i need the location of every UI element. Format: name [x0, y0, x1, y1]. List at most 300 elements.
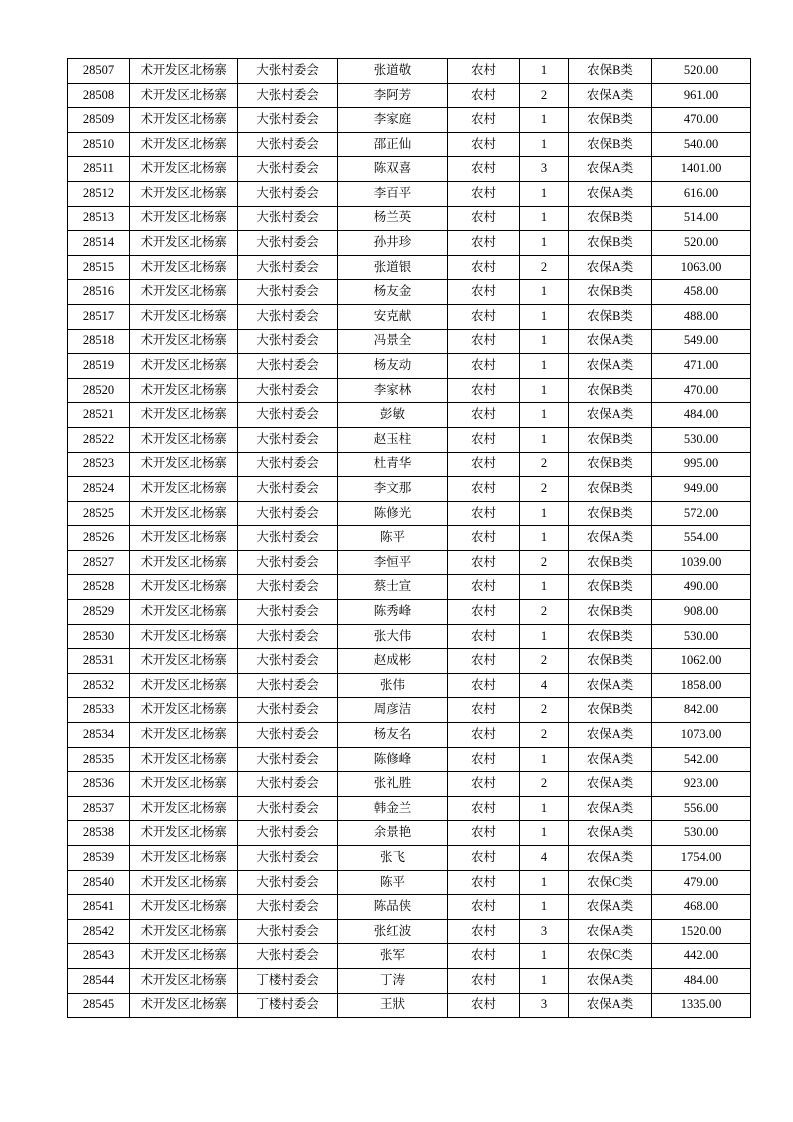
cell-town: 术开发区北杨寨: [130, 181, 238, 206]
cell-amount: 1073.00: [652, 723, 751, 748]
cell-people: 1: [520, 231, 569, 256]
table-row: [68, 231, 751, 256]
cell-people: 1: [520, 181, 569, 206]
cell-id: 28525: [68, 501, 130, 526]
cell-household-type: 农村: [448, 477, 520, 502]
cell-id: 28512: [68, 181, 130, 206]
cell-town: 术开发区北杨寨: [130, 846, 238, 871]
cell-people: 1: [520, 796, 569, 821]
cell-household-type: 农村: [448, 870, 520, 895]
cell-id: 28510: [68, 132, 130, 157]
cell-village: 大张村委会: [238, 944, 338, 969]
cell-id: 28515: [68, 255, 130, 280]
cell-name: 丁涛: [338, 968, 448, 993]
cell-name: 李文那: [338, 477, 448, 502]
cell-name: 李阿芳: [338, 83, 448, 108]
cell-village: 大张村委会: [238, 870, 338, 895]
cell-village: 大张村委会: [238, 255, 338, 280]
cell-village: 大张村委会: [238, 747, 338, 772]
cell-category: 农保B类: [569, 477, 652, 502]
table-row: [68, 624, 751, 649]
table-row: [68, 206, 751, 231]
table-body: [68, 59, 751, 1018]
table-row: [68, 255, 751, 280]
cell-amount: 442.00: [652, 944, 751, 969]
cell-household-type: 农村: [448, 575, 520, 600]
cell-household-type: 农村: [448, 206, 520, 231]
cell-household-type: 农村: [448, 895, 520, 920]
cell-name: 李恒平: [338, 550, 448, 575]
cell-village: 大张村委会: [238, 452, 338, 477]
cell-people: 4: [520, 673, 569, 698]
cell-amount: 530.00: [652, 427, 751, 452]
cell-id: 28529: [68, 600, 130, 625]
cell-name: 冯景全: [338, 329, 448, 354]
cell-id: 28514: [68, 231, 130, 256]
cell-id: 28520: [68, 378, 130, 403]
cell-name: 陈双喜: [338, 157, 448, 182]
cell-people: 3: [520, 919, 569, 944]
cell-name: 李家庭: [338, 108, 448, 133]
cell-name: 张道银: [338, 255, 448, 280]
cell-category: 农保B类: [569, 132, 652, 157]
cell-category: 农保A类: [569, 673, 652, 698]
cell-household-type: 农村: [448, 83, 520, 108]
cell-people: 2: [520, 600, 569, 625]
cell-id: 28526: [68, 526, 130, 551]
cell-household-type: 农村: [448, 255, 520, 280]
cell-id: 28542: [68, 919, 130, 944]
cell-village: 大张村委会: [238, 846, 338, 871]
cell-name: 陈秀峰: [338, 600, 448, 625]
cell-village: 大张村委会: [238, 550, 338, 575]
cell-town: 术开发区北杨寨: [130, 477, 238, 502]
cell-category: 农保C类: [569, 870, 652, 895]
cell-id: 28544: [68, 968, 130, 993]
table-row: [68, 723, 751, 748]
cell-amount: 484.00: [652, 968, 751, 993]
cell-amount: 470.00: [652, 378, 751, 403]
cell-household-type: 农村: [448, 132, 520, 157]
table-row: [68, 403, 751, 428]
cell-category: 农保A类: [569, 895, 652, 920]
cell-id: 28534: [68, 723, 130, 748]
cell-category: 农保A类: [569, 821, 652, 846]
cell-village: 大张村委会: [238, 895, 338, 920]
cell-category: 农保A类: [569, 747, 652, 772]
cell-town: 术开发区北杨寨: [130, 108, 238, 133]
cell-category: 农保A类: [569, 968, 652, 993]
cell-category: 农保B类: [569, 231, 652, 256]
table-row: [68, 329, 751, 354]
cell-household-type: 农村: [448, 403, 520, 428]
cell-people: 1: [520, 403, 569, 428]
cell-town: 术开发区北杨寨: [130, 624, 238, 649]
cell-town: 术开发区北杨寨: [130, 649, 238, 674]
cell-people: 1: [520, 624, 569, 649]
cell-town: 术开发区北杨寨: [130, 600, 238, 625]
cell-amount: 530.00: [652, 624, 751, 649]
cell-people: 1: [520, 329, 569, 354]
cell-name: 杨友名: [338, 723, 448, 748]
cell-name: 赵玉柱: [338, 427, 448, 452]
table-row: [68, 944, 751, 969]
cell-category: 农保A类: [569, 354, 652, 379]
cell-village: 大张村委会: [238, 501, 338, 526]
cell-town: 术开发区北杨寨: [130, 329, 238, 354]
table-row: [68, 698, 751, 723]
cell-amount: 961.00: [652, 83, 751, 108]
cell-id: 28545: [68, 993, 130, 1018]
cell-town: 术开发区北杨寨: [130, 993, 238, 1018]
cell-category: 农保A类: [569, 181, 652, 206]
cell-household-type: 农村: [448, 108, 520, 133]
cell-household-type: 农村: [448, 821, 520, 846]
table-row: [68, 501, 751, 526]
cell-town: 术开发区北杨寨: [130, 231, 238, 256]
cell-name: 杨兰英: [338, 206, 448, 231]
cell-town: 术开发区北杨寨: [130, 304, 238, 329]
cell-people: 1: [520, 821, 569, 846]
cell-id: 28517: [68, 304, 130, 329]
cell-category: 农保B类: [569, 575, 652, 600]
cell-people: 1: [520, 895, 569, 920]
cell-village: 大张村委会: [238, 698, 338, 723]
cell-town: 术开发区北杨寨: [130, 747, 238, 772]
cell-id: 28530: [68, 624, 130, 649]
cell-village: 大张村委会: [238, 231, 338, 256]
cell-category: 农保A类: [569, 796, 652, 821]
table-row: [68, 132, 751, 157]
cell-village: 丁楼村委会: [238, 968, 338, 993]
table-row: [68, 968, 751, 993]
cell-name: 李家林: [338, 378, 448, 403]
cell-amount: 484.00: [652, 403, 751, 428]
cell-people: 3: [520, 157, 569, 182]
cell-people: 1: [520, 944, 569, 969]
cell-household-type: 农村: [448, 649, 520, 674]
cell-people: 2: [520, 649, 569, 674]
cell-id: 28509: [68, 108, 130, 133]
cell-household-type: 农村: [448, 329, 520, 354]
cell-name: 彭敏: [338, 403, 448, 428]
subsidy-table: [67, 58, 751, 1018]
cell-category: 农保B类: [569, 550, 652, 575]
cell-category: 农保B类: [569, 378, 652, 403]
cell-amount: 458.00: [652, 280, 751, 305]
cell-name: 安克献: [338, 304, 448, 329]
table-row: [68, 575, 751, 600]
cell-people: 2: [520, 452, 569, 477]
cell-people: 4: [520, 846, 569, 871]
cell-category: 农保B类: [569, 452, 652, 477]
cell-people: 1: [520, 575, 569, 600]
cell-people: 1: [520, 304, 569, 329]
table-row: [68, 821, 751, 846]
cell-people: 2: [520, 723, 569, 748]
cell-category: 农保B类: [569, 206, 652, 231]
table-row: [68, 846, 751, 871]
cell-amount: 949.00: [652, 477, 751, 502]
cell-household-type: 农村: [448, 501, 520, 526]
cell-amount: 488.00: [652, 304, 751, 329]
table-row: [68, 649, 751, 674]
cell-amount: 842.00: [652, 698, 751, 723]
cell-amount: 1520.00: [652, 919, 751, 944]
table-row: [68, 772, 751, 797]
cell-amount: 479.00: [652, 870, 751, 895]
cell-category: 农保B类: [569, 501, 652, 526]
cell-village: 大张村委会: [238, 83, 338, 108]
cell-amount: 520.00: [652, 59, 751, 84]
cell-town: 术开发区北杨寨: [130, 280, 238, 305]
table-row: [68, 895, 751, 920]
cell-name: 陈修峰: [338, 747, 448, 772]
cell-amount: 530.00: [652, 821, 751, 846]
cell-village: 大张村委会: [238, 132, 338, 157]
table-row: [68, 993, 751, 1018]
cell-amount: 1039.00: [652, 550, 751, 575]
cell-id: 28537: [68, 796, 130, 821]
cell-id: 28540: [68, 870, 130, 895]
table-row: [68, 673, 751, 698]
cell-amount: 572.00: [652, 501, 751, 526]
cell-town: 术开发区北杨寨: [130, 354, 238, 379]
cell-town: 术开发区北杨寨: [130, 59, 238, 84]
cell-people: 1: [520, 206, 569, 231]
cell-village: 大张村委会: [238, 329, 338, 354]
cell-amount: 471.00: [652, 354, 751, 379]
cell-name: 张伟: [338, 673, 448, 698]
cell-amount: 923.00: [652, 772, 751, 797]
cell-town: 术开发区北杨寨: [130, 452, 238, 477]
cell-village: 大张村委会: [238, 304, 338, 329]
cell-village: 大张村委会: [238, 427, 338, 452]
cell-household-type: 农村: [448, 944, 520, 969]
cell-name: 王狀: [338, 993, 448, 1018]
cell-people: 1: [520, 526, 569, 551]
table-row: [68, 59, 751, 84]
cell-category: 农保A类: [569, 255, 652, 280]
cell-category: 农保B类: [569, 427, 652, 452]
cell-id: 28538: [68, 821, 130, 846]
cell-household-type: 农村: [448, 304, 520, 329]
cell-name: 张飞: [338, 846, 448, 871]
cell-people: 1: [520, 354, 569, 379]
cell-category: 农保B类: [569, 280, 652, 305]
cell-category: 农保A类: [569, 772, 652, 797]
cell-village: 大张村委会: [238, 354, 338, 379]
cell-people: 1: [520, 501, 569, 526]
cell-category: 农保A类: [569, 157, 652, 182]
cell-household-type: 农村: [448, 181, 520, 206]
cell-category: 农保B类: [569, 108, 652, 133]
cell-town: 术开发区北杨寨: [130, 157, 238, 182]
cell-amount: 540.00: [652, 132, 751, 157]
cell-id: 28513: [68, 206, 130, 231]
cell-amount: 556.00: [652, 796, 751, 821]
cell-name: 蔡士宣: [338, 575, 448, 600]
cell-category: 农保A类: [569, 526, 652, 551]
cell-people: 1: [520, 427, 569, 452]
cell-household-type: 农村: [448, 354, 520, 379]
cell-town: 术开发区北杨寨: [130, 772, 238, 797]
cell-name: 杜青华: [338, 452, 448, 477]
cell-amount: 908.00: [652, 600, 751, 625]
table-row: [68, 181, 751, 206]
cell-people: 2: [520, 83, 569, 108]
cell-amount: 1401.00: [652, 157, 751, 182]
cell-people: 1: [520, 280, 569, 305]
cell-village: 大张村委会: [238, 772, 338, 797]
cell-amount: 490.00: [652, 575, 751, 600]
cell-category: 农保A类: [569, 919, 652, 944]
cell-name: 张大伟: [338, 624, 448, 649]
cell-name: 孙井珍: [338, 231, 448, 256]
cell-name: 张军: [338, 944, 448, 969]
cell-category: 农保B类: [569, 698, 652, 723]
cell-amount: 995.00: [652, 452, 751, 477]
cell-town: 术开发区北杨寨: [130, 821, 238, 846]
cell-household-type: 农村: [448, 723, 520, 748]
table-row: [68, 83, 751, 108]
cell-town: 术开发区北杨寨: [130, 944, 238, 969]
table-row: [68, 477, 751, 502]
cell-people: 2: [520, 772, 569, 797]
cell-household-type: 农村: [448, 698, 520, 723]
cell-amount: 554.00: [652, 526, 751, 551]
cell-name: 陈品侠: [338, 895, 448, 920]
cell-town: 术开发区北杨寨: [130, 550, 238, 575]
cell-people: 2: [520, 550, 569, 575]
cell-id: 28543: [68, 944, 130, 969]
cell-village: 大张村委会: [238, 600, 338, 625]
cell-category: 农保A类: [569, 403, 652, 428]
cell-household-type: 农村: [448, 157, 520, 182]
cell-village: 大张村委会: [238, 206, 338, 231]
cell-people: 3: [520, 993, 569, 1018]
cell-id: 28516: [68, 280, 130, 305]
cell-category: 农保B类: [569, 649, 652, 674]
cell-town: 术开发区北杨寨: [130, 83, 238, 108]
table-row: [68, 600, 751, 625]
cell-village: 大张村委会: [238, 575, 338, 600]
cell-town: 术开发区北杨寨: [130, 378, 238, 403]
cell-town: 术开发区北杨寨: [130, 575, 238, 600]
cell-town: 术开发区北杨寨: [130, 673, 238, 698]
cell-household-type: 农村: [448, 378, 520, 403]
cell-id: 28523: [68, 452, 130, 477]
cell-category: 农保B类: [569, 304, 652, 329]
cell-village: 丁楼村委会: [238, 993, 338, 1018]
table-row: [68, 108, 751, 133]
cell-name: 陈平: [338, 870, 448, 895]
cell-household-type: 农村: [448, 796, 520, 821]
cell-town: 术开发区北杨寨: [130, 870, 238, 895]
cell-people: 2: [520, 698, 569, 723]
cell-people: 1: [520, 132, 569, 157]
cell-household-type: 农村: [448, 231, 520, 256]
cell-household-type: 农村: [448, 993, 520, 1018]
cell-amount: 549.00: [652, 329, 751, 354]
cell-household-type: 农村: [448, 919, 520, 944]
cell-village: 大张村委会: [238, 157, 338, 182]
cell-village: 大张村委会: [238, 821, 338, 846]
cell-village: 大张村委会: [238, 624, 338, 649]
table-row: [68, 550, 751, 575]
cell-amount: 616.00: [652, 181, 751, 206]
cell-name: 杨友金: [338, 280, 448, 305]
cell-name: 张道敬: [338, 59, 448, 84]
cell-amount: 1335.00: [652, 993, 751, 1018]
cell-amount: 520.00: [652, 231, 751, 256]
cell-name: 韩金兰: [338, 796, 448, 821]
cell-village: 大张村委会: [238, 403, 338, 428]
cell-village: 大张村委会: [238, 280, 338, 305]
cell-people: 1: [520, 968, 569, 993]
cell-village: 大张村委会: [238, 919, 338, 944]
cell-household-type: 农村: [448, 772, 520, 797]
cell-category: 农保A类: [569, 993, 652, 1018]
cell-household-type: 农村: [448, 747, 520, 772]
cell-household-type: 农村: [448, 427, 520, 452]
cell-id: 28535: [68, 747, 130, 772]
cell-amount: 1062.00: [652, 649, 751, 674]
table-row: [68, 747, 751, 772]
cell-id: 28522: [68, 427, 130, 452]
cell-town: 术开发区北杨寨: [130, 403, 238, 428]
cell-id: 28527: [68, 550, 130, 575]
cell-village: 大张村委会: [238, 723, 338, 748]
cell-name: 余景艳: [338, 821, 448, 846]
cell-category: 农保A类: [569, 83, 652, 108]
table-row: [68, 280, 751, 305]
cell-id: 28536: [68, 772, 130, 797]
cell-town: 术开发区北杨寨: [130, 968, 238, 993]
cell-town: 术开发区北杨寨: [130, 501, 238, 526]
cell-village: 大张村委会: [238, 59, 338, 84]
cell-people: 1: [520, 108, 569, 133]
cell-town: 术开发区北杨寨: [130, 206, 238, 231]
cell-town: 术开发区北杨寨: [130, 526, 238, 551]
cell-household-type: 农村: [448, 280, 520, 305]
table-row: [68, 304, 751, 329]
cell-household-type: 农村: [448, 624, 520, 649]
cell-amount: 1858.00: [652, 673, 751, 698]
cell-town: 术开发区北杨寨: [130, 698, 238, 723]
cell-town: 术开发区北杨寨: [130, 796, 238, 821]
cell-people: 1: [520, 59, 569, 84]
table-row: [68, 526, 751, 551]
cell-category: 农保B类: [569, 624, 652, 649]
cell-village: 大张村委会: [238, 378, 338, 403]
cell-category: 农保B类: [569, 59, 652, 84]
cell-name: 赵成彬: [338, 649, 448, 674]
cell-amount: 468.00: [652, 895, 751, 920]
cell-name: 李百平: [338, 181, 448, 206]
table-row: [68, 354, 751, 379]
cell-name: 陈修光: [338, 501, 448, 526]
cell-amount: 514.00: [652, 206, 751, 231]
table-row: [68, 919, 751, 944]
cell-town: 术开发区北杨寨: [130, 132, 238, 157]
cell-household-type: 农村: [448, 846, 520, 871]
cell-household-type: 农村: [448, 673, 520, 698]
cell-household-type: 农村: [448, 59, 520, 84]
cell-town: 术开发区北杨寨: [130, 427, 238, 452]
cell-amount: 542.00: [652, 747, 751, 772]
cell-name: 张红波: [338, 919, 448, 944]
